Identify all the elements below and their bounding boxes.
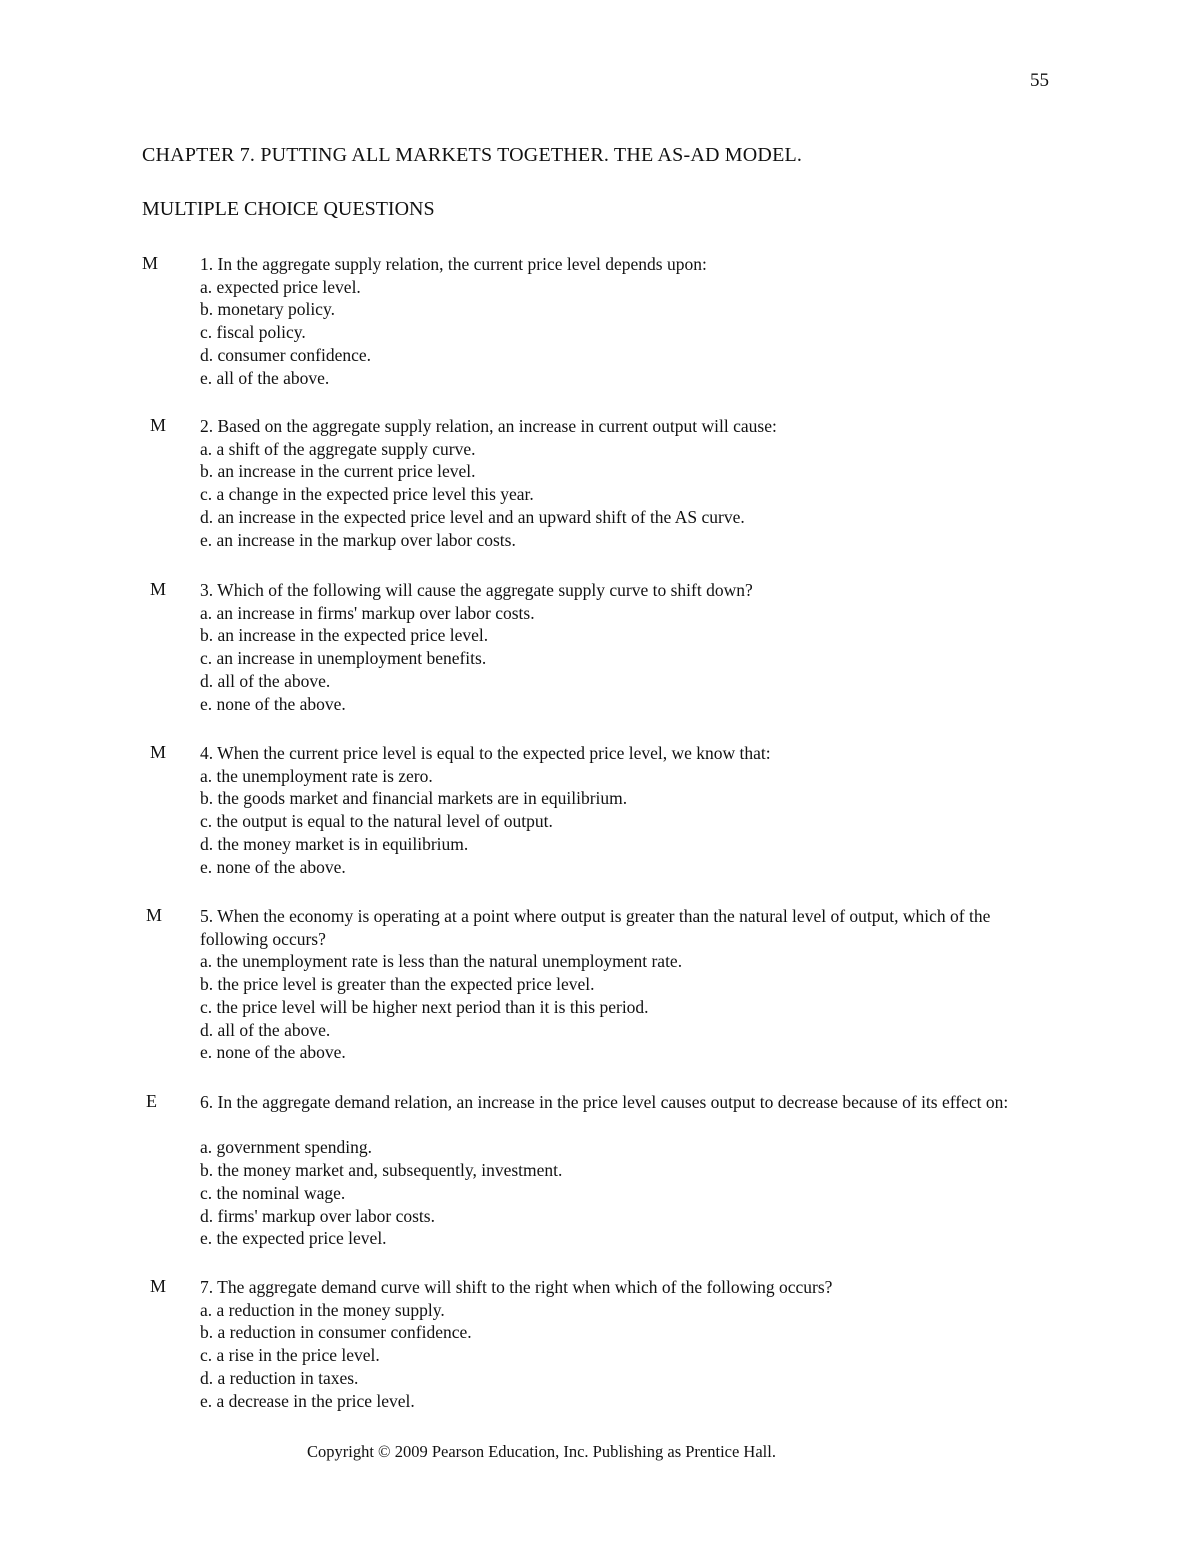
choice-list bbox=[200, 950, 682, 1064]
choice-e: e. a decrease in the price level. bbox=[200, 1390, 415, 1411]
choice-d: d. all of the above. bbox=[200, 670, 331, 691]
choice-b: b. monetary policy. bbox=[200, 299, 335, 320]
choice-b: b. the money market and, subsequently, investment. bbox=[200, 1160, 563, 1181]
choice-c: c. fiscal policy. bbox=[200, 322, 306, 343]
choice-a: a. an increase in firms' markup over labor costs. bbox=[200, 602, 535, 623]
question-stem: 1. In the aggregate supply relation, the current price level depends upon: bbox=[200, 254, 707, 274]
choice-d: d. an increase in the expected price level and an upward shift of the AS curve. bbox=[200, 506, 745, 527]
difficulty-label: E bbox=[146, 1091, 157, 1111]
choice-list bbox=[200, 602, 535, 716]
choice-a: a. a shift of the aggregate supply curve. bbox=[200, 438, 476, 459]
choice-b: b. an increase in the current price level. bbox=[200, 461, 476, 482]
choice-list bbox=[200, 765, 627, 879]
question-stem: 3. Which of the following will cause the aggregate supply curve to shift down? bbox=[200, 580, 753, 600]
difficulty-label: M bbox=[150, 1276, 167, 1296]
choice-d: d. the money market is in equilibrium. bbox=[200, 833, 469, 854]
choice-a: a. a reduction in the money supply. bbox=[200, 1299, 445, 1320]
choice-c: c. a change in the expected price level this year. bbox=[200, 484, 534, 505]
choice-list bbox=[200, 1136, 562, 1250]
choice-c: c. the price level will be higher next period than it is this period. bbox=[200, 996, 649, 1017]
difficulty-label: M bbox=[150, 579, 167, 599]
difficulty-label: M bbox=[142, 253, 159, 273]
choice-e: e. an increase in the markup over labor costs. bbox=[200, 529, 516, 550]
question-stem: 5. When the economy is operating at a point where output is greater than the natural level of output, which of the following occurs? bbox=[200, 906, 991, 949]
choice-c: c. the nominal wage. bbox=[200, 1182, 346, 1203]
choice-a: a. the unemployment rate is zero. bbox=[200, 765, 433, 786]
choice-list bbox=[200, 1299, 472, 1413]
difficulty-label: M bbox=[150, 415, 167, 435]
choice-c: c. the output is equal to the natural level of output. bbox=[200, 811, 553, 832]
choice-e: e. none of the above. bbox=[200, 856, 346, 877]
choice-e: e. none of the above. bbox=[200, 1042, 346, 1063]
choice-list bbox=[200, 276, 371, 390]
choice-a: a. government spending. bbox=[200, 1137, 373, 1158]
choice-e: e. none of the above. bbox=[200, 693, 346, 714]
question-stem: 4. When the current price level is equal to the expected price level, we know that: bbox=[200, 743, 771, 763]
choice-e: e. all of the above. bbox=[200, 367, 330, 388]
choice-b: b. the goods market and financial markets are in equilibrium. bbox=[200, 788, 628, 809]
difficulty-label: M bbox=[150, 742, 167, 762]
choice-d: d. all of the above. bbox=[200, 1019, 331, 1040]
choice-d: d. firms' markup over labor costs. bbox=[200, 1205, 435, 1226]
chapter-title: CHAPTER 7. PUTTING ALL MARKETS TOGETHER. THE AS-AD MODEL. bbox=[142, 144, 803, 166]
section-title: MULTIPLE CHOICE QUESTIONS bbox=[142, 198, 435, 220]
choice-c: c. an increase in unemployment benefits. bbox=[200, 648, 487, 669]
page-number: 55 bbox=[1030, 70, 1049, 91]
choice-b: b. a reduction in consumer confidence. bbox=[200, 1322, 472, 1343]
choice-c: c. a rise in the price level. bbox=[200, 1345, 380, 1366]
choice-a: a. expected price level. bbox=[200, 276, 361, 297]
choice-b: b. an increase in the expected price level. bbox=[200, 625, 489, 646]
question-stem: 7. The aggregate demand curve will shift to the right when which of the following occurs? bbox=[200, 1277, 833, 1297]
choice-b: b. the price level is greater than the expected price level. bbox=[200, 974, 595, 995]
choice-list bbox=[200, 438, 745, 552]
choice-e: e. the expected price level. bbox=[200, 1228, 387, 1249]
question-stem: 6. In the aggregate demand relation, an increase in the price level causes output to decrease because of its effect on: bbox=[200, 1092, 1009, 1112]
choice-a: a. the unemployment rate is less than the natural unemployment rate. bbox=[200, 951, 683, 972]
copyright-footer: Copyright © 2009 Pearson Education, Inc. Publishing as Prentice Hall. bbox=[307, 1442, 776, 1461]
choice-d: d. consumer confidence. bbox=[200, 344, 372, 365]
question-stem: 2. Based on the aggregate supply relation, an increase in current output will cause: bbox=[200, 416, 777, 436]
choice-d: d. a reduction in taxes. bbox=[200, 1367, 359, 1388]
difficulty-label: M bbox=[146, 905, 163, 925]
